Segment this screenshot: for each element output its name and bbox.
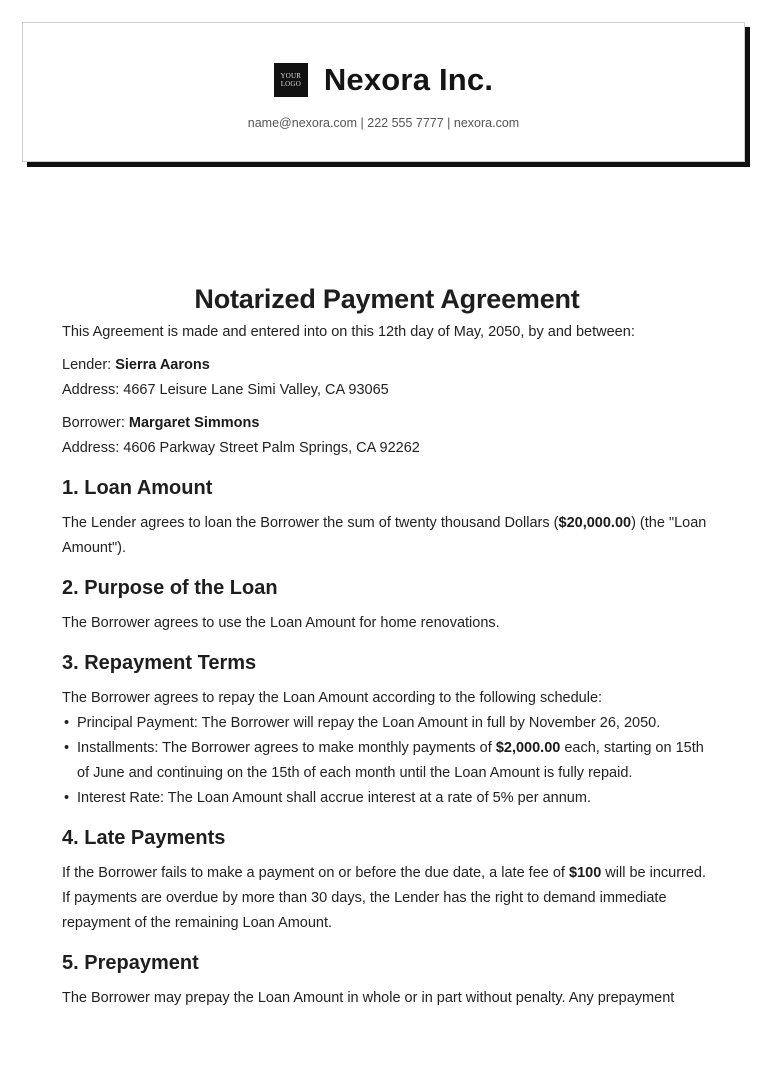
logo-text-line1: YOUR bbox=[280, 72, 302, 80]
lender-address: Address: 4667 Leisure Lane Simi Valley, CA 93065 bbox=[62, 382, 389, 398]
text-run: Installments: The Borrower agrees to make monthly payments of bbox=[77, 740, 496, 756]
lender-block bbox=[62, 353, 712, 403]
section-heading: 2. Purpose of the Loan bbox=[62, 577, 278, 599]
section-body bbox=[62, 511, 712, 561]
agreement-document bbox=[62, 282, 712, 1011]
loan-amount-value: $20,000.00 bbox=[558, 515, 632, 531]
borrower-block bbox=[62, 411, 712, 461]
lender-line bbox=[62, 353, 712, 378]
borrower-address: Address: 4606 Parkway Street Palm Springs, CA 92262 bbox=[62, 440, 420, 456]
text-run: If the Borrower fails to make a payment on or before the due date, a late fee of bbox=[62, 865, 569, 881]
text-run: The Lender agrees to loan the Borrower the sum of twenty thousand Dollars ( bbox=[62, 515, 559, 531]
lender-label: Lender: bbox=[62, 357, 116, 373]
repayment-list bbox=[62, 711, 712, 811]
section-body: The Borrower may prepay the Loan Amount in whole or in part without penalty. Any prepayment bbox=[62, 990, 675, 1006]
borrower-name: Margaret Simmons bbox=[128, 415, 260, 431]
section-purpose bbox=[62, 575, 712, 636]
list-item-principal: • Principal Payment: The Borrower will repay the Loan Amount in full by November 26, 2050. bbox=[77, 711, 712, 736]
section-heading: 3. Repayment Terms bbox=[62, 652, 257, 674]
section-late-payments bbox=[62, 825, 712, 936]
contact-info: name@nexora.com | 222 555 7777 | nexora.com bbox=[247, 116, 520, 130]
letterhead bbox=[22, 22, 745, 162]
section-repayment-terms bbox=[62, 650, 712, 811]
installment-amount: $2,000.00 bbox=[495, 740, 561, 756]
document-title: Notarized Payment Agreement bbox=[194, 284, 580, 314]
text-run: ) (the "Loan Amount"). bbox=[62, 515, 707, 556]
list-item-interest: • Interest Rate: The Loan Amount shall accrue interest at a rate of 5% per annum. bbox=[77, 786, 712, 811]
list-item-installments bbox=[77, 736, 712, 786]
logo-placeholder bbox=[274, 63, 308, 97]
intro-paragraph: This Agreement is made and entered into on this 12th day of May, 2050, by and between: bbox=[62, 324, 635, 340]
lender-name: Sierra Aarons bbox=[115, 357, 210, 373]
section-heading: 5. Prepayment bbox=[62, 952, 199, 974]
section-body: The Borrower agrees to use the Loan Amount for home renovations. bbox=[62, 615, 500, 631]
section-heading: 4. Late Payments bbox=[62, 827, 226, 849]
text-run: each, starting on 15th of June and continuing on the 15th of each month until the Loan Amount is fully repaid. bbox=[77, 740, 704, 781]
logo-text-line2: LOGO bbox=[280, 80, 301, 88]
brand-row bbox=[23, 63, 744, 97]
company-name: Nexora Inc. bbox=[323, 62, 494, 97]
section-prepayment bbox=[62, 950, 712, 1011]
section-body bbox=[62, 861, 712, 936]
borrower-line bbox=[62, 411, 712, 436]
section-heading: 1. Loan Amount bbox=[62, 477, 213, 499]
borrower-label: Borrower: bbox=[62, 415, 129, 431]
text-run: will be incurred. If payments are overdue by more than 30 days, the Lender has the right to demand immediate repayment of the remaining Loan Amount. bbox=[62, 865, 707, 931]
late-fee-value: $100 bbox=[569, 865, 602, 881]
section-loan-amount bbox=[62, 475, 712, 561]
section-body: The Borrower agrees to repay the Loan Amount according to the following schedule: bbox=[62, 690, 603, 706]
